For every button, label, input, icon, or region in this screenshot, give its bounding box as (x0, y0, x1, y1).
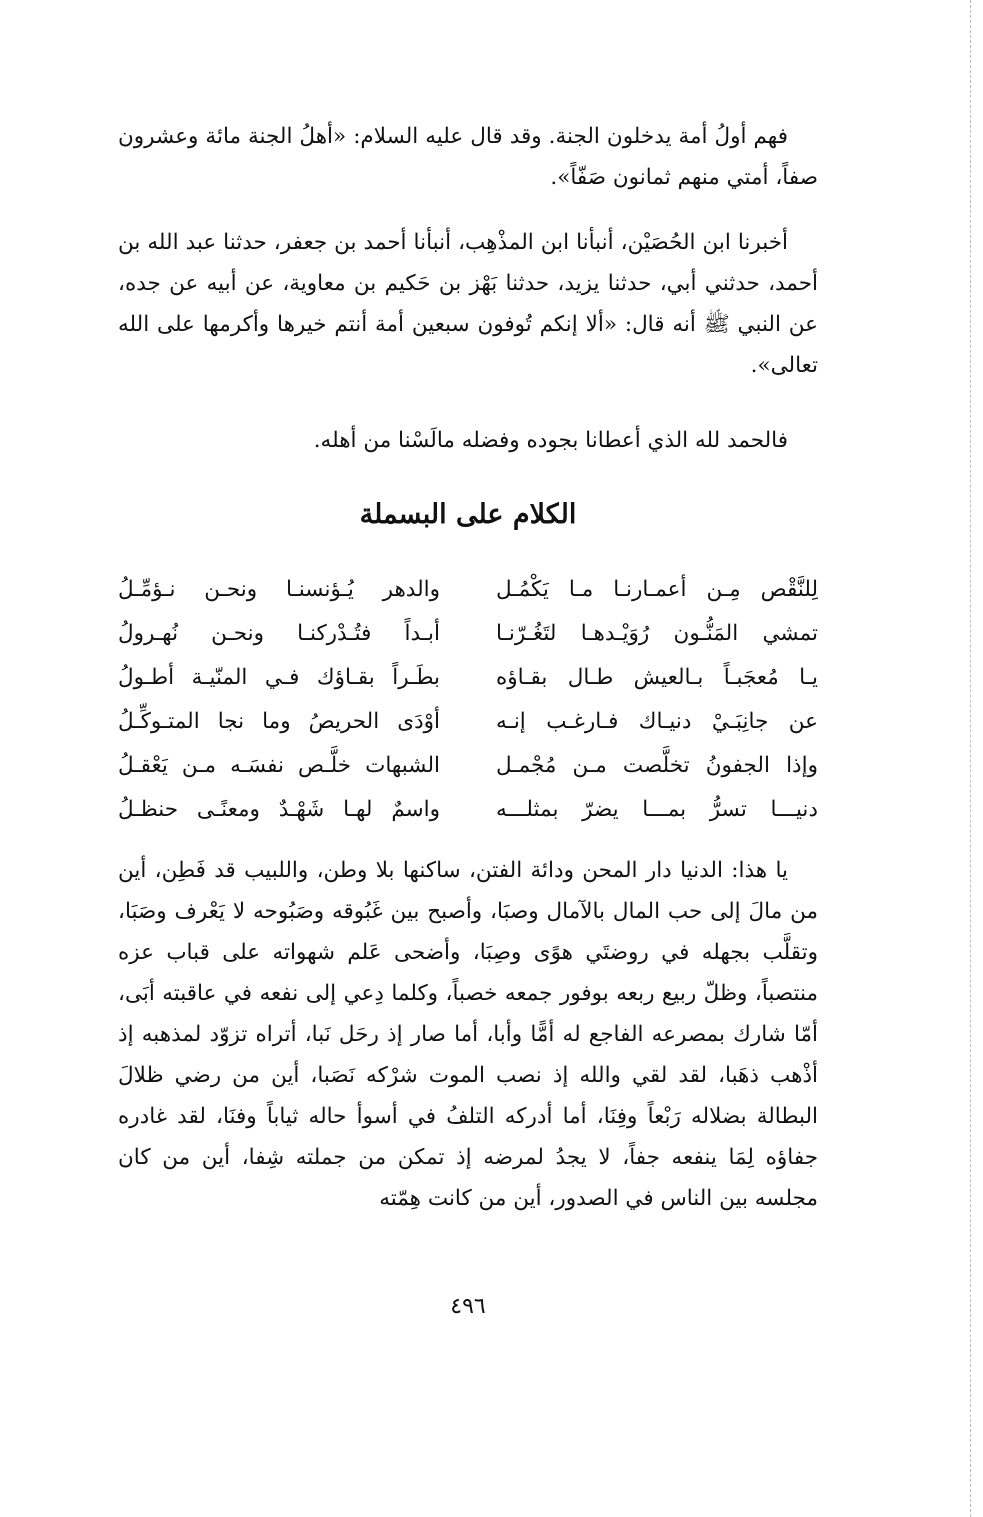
verse-first-hemistich: وإذا الجفونُ تخلَّصت مـن مُجْمـل (496, 753, 818, 778)
verse-first-hemistich: يـا مُعجَبـاً بـالعيش طـال بقـاؤه (496, 665, 818, 690)
verse-second-hemistich: والدهر يُـؤنسنـا ونحـن نـؤمِّـلُ (118, 577, 440, 602)
poem-verse (118, 568, 818, 612)
section-heading: الكلام على البسملة (359, 499, 577, 530)
scan-edge-line (970, 0, 971, 1517)
paragraph-hadith-ranks (118, 116, 818, 198)
poem-verse (118, 612, 818, 656)
verse-second-hemistich: أبـداً فتُـدْركنـا ونحـن نُهـرولُ (118, 621, 440, 646)
poem-verse (118, 656, 818, 700)
poem-verse (118, 788, 818, 832)
poem-verse (118, 700, 818, 744)
verse-second-hemistich: الشبهات خلَّـص نفسَـه مـن يَعْقـلُ (118, 753, 440, 778)
verse-second-hemistich: واسمٌ لهـا شَهْـدٌ ومعنًـى حنظـلُ (118, 797, 440, 822)
verse-first-hemistich: دنيـــا تسرُّ بمـــا يضرّ بمثلـــه (496, 797, 818, 822)
paragraph-sermon (118, 850, 818, 1219)
paragraph-text: أخبرنا ابن الحُصَيْن، أنبأنا ابن المذْهِب، أنبأنا أحمد بن جعفر، حدثنا عبد الله بن أحمد، حدثني أبي، حدثنا يزيد، حدثنا بَهْز بن حَكيم بن معاوية، عن أبيه عن جده، عن النبي ﷺ أنه قال: «ألا إنكم تُوفون سبعين أمة أنتم خيرها وأكرمها على الله تعالى». (118, 230, 818, 378)
paragraph-isnad (118, 222, 818, 386)
paragraph-text: فالحمد لله الذي أعطانا بجوده وفضله مالَسْنا من أهله. (313, 428, 788, 453)
verse-first-hemistich: لِلنَّقْص مِـن أعمـارنـا مـا يَكْمُـل (496, 577, 818, 602)
verse-first-hemistich: عن جانِبَـيْ دنيـاك فـارغـب إنـه (496, 709, 818, 734)
page-number: ٤٩٦ (450, 1294, 486, 1319)
paragraph-text: فهم أولُ أمة يدخلون الجنة. وقد قال عليه السلام: «أهلُ الجنة مائة وعشرون صفاً، أمتي منهم ثمانون صَفّاً». (118, 124, 818, 190)
poem-verse (118, 744, 818, 788)
verse-second-hemistich: بطَـراً بقـاؤك فـي المنّيـة أطـولُ (118, 665, 440, 690)
verse-first-hemistich: تمشي المَنُّـون رُوَيْـدهـا لتَغُـرّنـا (496, 621, 818, 646)
poem (118, 568, 818, 832)
verse-second-hemistich: أوْدَى الحريصُ وما نجا المتـوكِّـلُ (118, 709, 440, 734)
paragraph-text: يا هذا: الدنيا دار المحن ودائة الفتن، ساكنها بلا وطن، واللبيب قد فَطِن، أين من مالَ إلى حب المال بالآمال وصبَا، وأصبح بين غَبُوقه وصَبُوحه لا يَعْرف وصَبَا، وتقلَّب بجهله في روضتَي هوًى وصِبَا، وأضحى عَلم شهواته على قباب عزه منتصباً، وظلّ ربيع ربعه بوفور جمعه خصباً، وكلما دِعي إلى نفعه في عاقبته أبَى، أمّا شارك بمصرعه الفاجع له أمًّا وأبا، أما صار إذ رحَل نَبا، أتراه تزوّد لمذهبه إذ أذْهب ذهَبا، لقد لقي والله إذ نصب الموت شرْكه نَصَبا، أين من رضي ظلالَ البطالة بضلاله رَبْعاً وفِنَا، أما أدركه التلفُ في أسوأ حاله ثياباً وفنَا، لقد غادره جفاؤه لِمَا ينفعه جفاً، لا يجدُ لمرضه إذ تمكن من جملته شِفا، أين من كان مجلسه بين الناس في الصدور، أين من كانت هِمّته (118, 858, 818, 1211)
paragraph-praise (118, 420, 818, 461)
